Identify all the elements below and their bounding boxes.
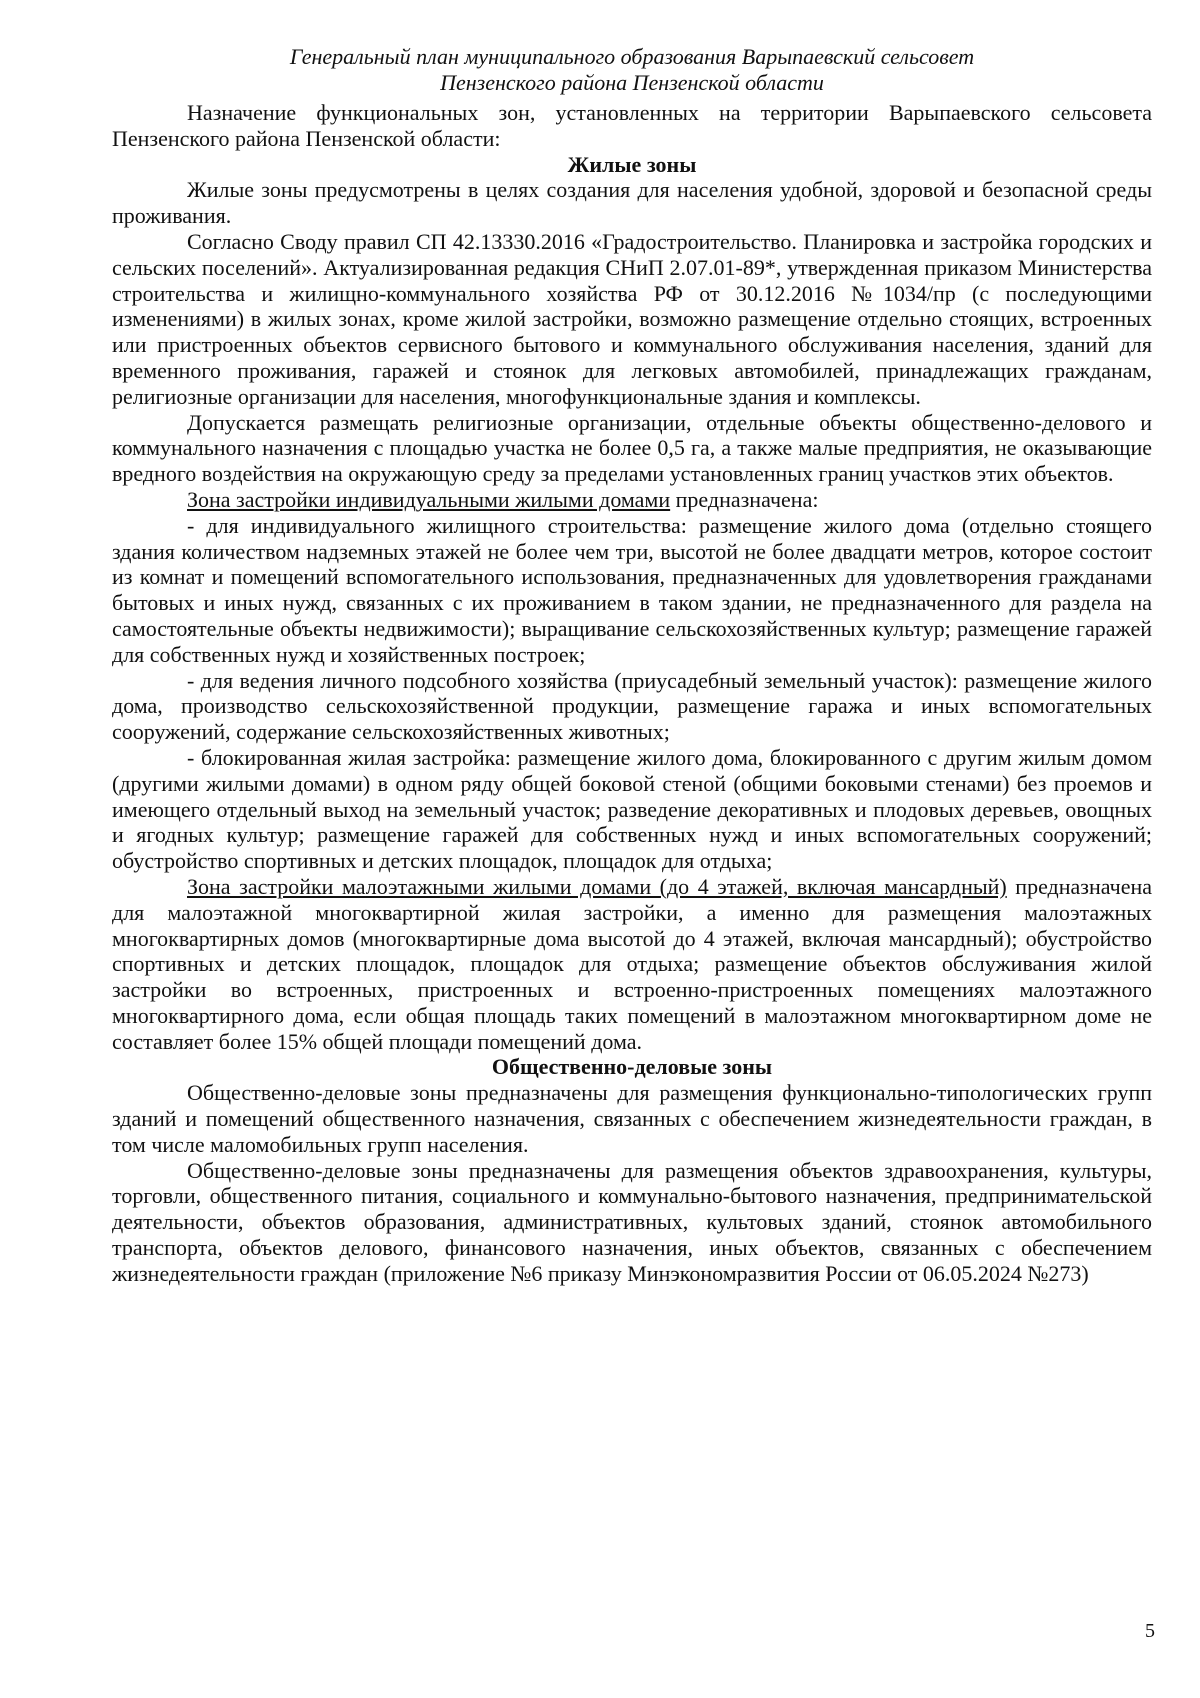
zone1-suffix: предназначена: — [670, 486, 819, 512]
document-page — [112, 44, 1152, 1287]
header-line-1: Генеральный план муниципального образования Варыпаевский сельсовет — [289, 44, 975, 69]
zone1-item-2: - для ведения личного подсобного хозяйства (приусадебный земельный участок): размещение жилого дома, производство сельскохозяйственной продукции, размещение гаража и иных вспомогательных сооружений, содержание сельскохозяйственных животных; — [112, 667, 1152, 745]
header-line-2: Пензенского района Пензенской области — [440, 70, 824, 95]
zone1-intro-paragraph — [112, 487, 1152, 513]
residential-paragraph-2: Согласно Своду правил СП 42.13330.2016 «Градостроительство. Планировка и застройка городских и сельских поселений». Актуализированная редакция СНиП 2.07.01-89*, утвержденная приказом Министерства строительства и жилищно-коммунального хозяйства РФ от 30.12.2016 №1034/пр (с последующими изменениями) в жилых зонах, кроме жилой застройки, возможно размещение отдельно стоящих, встроенных или пристроенных объектов сервисного бытового и коммунального обслуживания населения, зданий для временного проживания, гаражей и стоянок для легковых автомобилей, принадлежащих гражданам, религиозные организации для населения, многофункциональные здания и комплексы. — [112, 228, 1152, 409]
zone1-item-1: - для индивидуального жилищного строительства: размещение жилого дома (отдельно стоящего здания количеством надземных этажей не более чем три, высотой не более двадцати метров, которое состоит из комнат и помещений вспомогательного использования, предназначенных для удовлетворения гражданами бытовых и иных нужд, связанных с их проживанием в таком здании, не предназначенного для раздела на самостоятельные объекты недвижимости); выращивание сельскохозяйственных культур; размещение гаражей для собственных нужд и хозяйственных построек; — [112, 512, 1152, 667]
zone1-title: Зона застройки индивидуальными жилыми домами — [187, 486, 671, 512]
zone1-item-3: - блокированная жилая застройка: размещение жилого дома, блокированного с другим жилым домом (другими жилыми домами) в одном ряду общей боковой стеной (общими боковыми стенами) без проемов и имеющего отдельный выход на земельный участок; разведение декоративных и плодовых деревьев, овощных и ягодных культур; размещение гаражей для собственных нужд и иных вспомогательных сооружений; обустройство спортивных и детских площадок, площадок для отдыха; — [112, 744, 1152, 874]
page-number: 5 — [1145, 1620, 1155, 1642]
public-paragraph-1: Общественно-деловые зоны предназначены для размещения функционально-типологических групп зданий и помещений общественного назначения, связанных с обеспечением жизнедеятельности граждан, в том числе маломобильных групп населения. — [112, 1080, 1152, 1157]
public-paragraph-2: Общественно-деловые зоны предназначены для размещения объектов здравоохранения, культуры, торговли, общественного питания, социального и коммунально-бытового назначения, предпринимательской деятельности, объектов образования, административных, культовых зданий, стоянок автомобильного транспорта, объектов делового, финансового назначения, иных объектов, связанных с обеспечением жизнедеятельности граждан (приложение №6 приказу Минэкономразвития России от 06.05.2024 №273) — [112, 1157, 1152, 1286]
zone2-title: Зона застройки малоэтажными жилыми домами (до 4 этажей, включая мансардный) — [187, 873, 1007, 899]
section-heading-public: Общественно-деловые зоны — [491, 1054, 773, 1080]
zone2-text: предназначена для малоэтажной многоквартирной жилая застройки, а именно для размещения малоэтажных многоквартирных домов (многоквартирные дома высотой до 4 этажей, включая мансардный); обустройство спортивных и детских площадок, площадок для отдыха; размещение объектов обслуживания жилой застройки во встроенных, пристроенных и встроенно-пристроенных помещениях малоэтажного многоквартирного дома, если общая площадь таких помещений в малоэтажном многоквартирном доме не составляет более 15% общей площади помещений дома. — [112, 873, 1152, 1054]
residential-paragraph-3: Допускается размещать религиозные организации, отдельные объекты общественно-делового и коммунального назначения с площадью участка не более 0,5 га, а также малые предприятия, не оказывающие вредного воздействия на окружающую среду за пределами установленных границ участков этих объектов. — [112, 409, 1152, 487]
page-header — [112, 44, 1152, 96]
zone2-paragraph — [112, 874, 1152, 1055]
residential-paragraph-1: Жилые зоны предусмотрены в целях создания для населения удобной, здоровой и безопасной среды проживания. — [112, 177, 1152, 229]
intro-paragraph: Назначение функциональных зон, установленных на территории Варыпаевского сельсовета Пензенского района Пензенской области: — [112, 100, 1152, 151]
section-heading-residential: Жилые зоны — [567, 151, 697, 177]
